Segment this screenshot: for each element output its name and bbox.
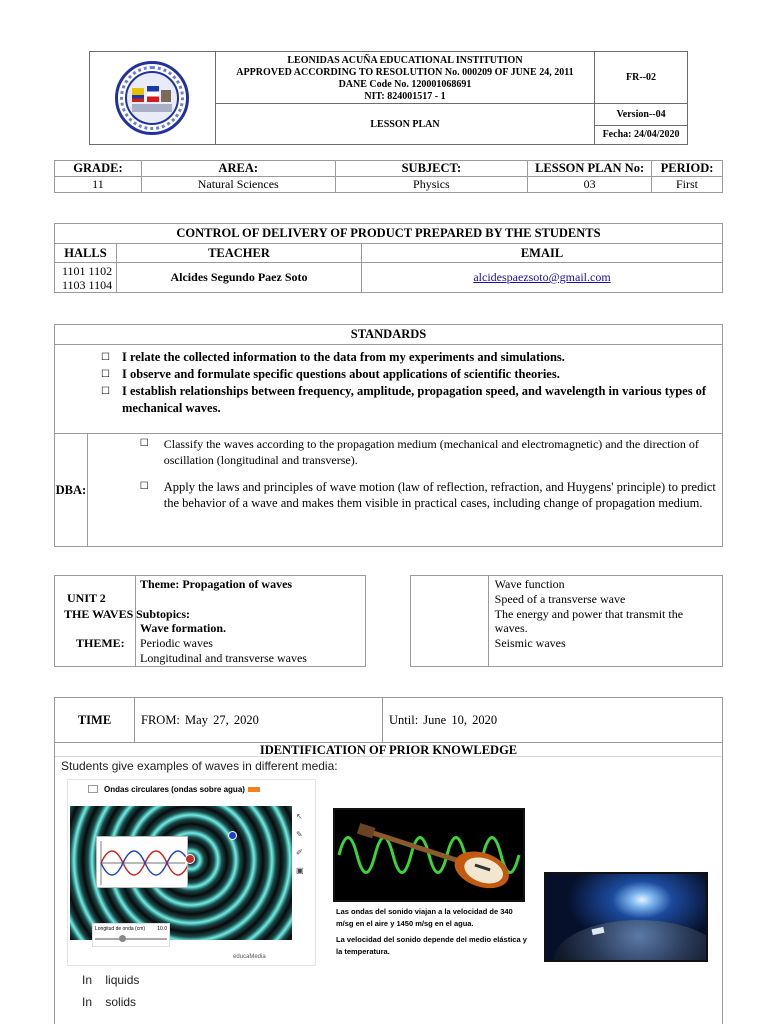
subtopics-box <box>410 575 723 667</box>
guitar-caption <box>336 906 528 958</box>
control-table <box>54 223 723 293</box>
period-header: PERIOD: <box>652 161 723 177</box>
dane-code: DANE Code No. 120001068691 <box>338 78 472 90</box>
simulation-toolbar <box>296 808 310 880</box>
control-title: CONTROL OF DELIVERY OF PRODUCT PREPARED BY THE STUDENTS <box>55 224 723 244</box>
checkbox-icon: ☐ <box>139 438 149 449</box>
standards-title: STANDARDS <box>55 325 722 345</box>
dba-list <box>88 434 722 546</box>
topic-item: Periodic waves <box>140 636 213 651</box>
lesson-plan-value: 03 <box>528 177 652 193</box>
media-item-solids: In solids <box>82 995 137 1009</box>
teacher-email-link[interactable]: alcidespaezsoto@gmail.com <box>473 270 611 284</box>
checkbox-icon: ☐ <box>101 352 110 363</box>
standards-list <box>55 345 722 434</box>
waves-label: THE WAVES <box>64 607 134 621</box>
earth-space-image <box>544 872 708 962</box>
topic-item: Seismic waves <box>494 636 566 651</box>
sound-wave-graphic <box>335 810 523 900</box>
pencil-icon[interactable]: ✎ <box>296 830 303 839</box>
checkbox-icon: ☐ <box>139 481 149 492</box>
resolution-text: APPROVED ACCORDING TO RESOLUTION No. 000209 OF JUNE 24, 2011 <box>236 66 574 78</box>
sound-medium-caption: La velocidad del sonido depende del medio elástica y la temperatura. <box>336 935 527 956</box>
dba-section <box>55 434 722 546</box>
unit-label: UNIT 2 <box>67 591 106 605</box>
grade-header: GRADE: <box>55 161 142 177</box>
wave-simulation-image <box>67 779 316 966</box>
time-until: Until: June 10, 2020 <box>389 712 498 727</box>
teacher-header: TEACHER <box>117 244 362 263</box>
slider-thumb[interactable] <box>119 935 126 942</box>
prior-knowledge-title: IDENTIFICATION OF PRIOR KNOWLEDGE <box>55 743 722 757</box>
time-row <box>54 697 723 743</box>
standard-item: ☐ I establish relationships between frequency, amplitude, propagation speed, and wavelength in various types of mechanical waves. <box>101 384 707 415</box>
source-point-icon <box>185 854 195 864</box>
topic-item: Wave function <box>494 577 565 591</box>
grade-value: 11 <box>55 177 142 193</box>
topic-item: Longitudinal and transverse waves <box>140 650 307 665</box>
theme-label: THEME: <box>76 636 125 650</box>
period-value: First <box>652 177 723 193</box>
camera-icon[interactable]: ▣ <box>296 866 304 875</box>
institution-logo <box>115 61 189 135</box>
nit-code: NIT: 824001517 - 1 <box>364 90 446 102</box>
doc-type: LESSON PLAN <box>215 104 594 145</box>
standard-item: ☐ I observe and formulate specific questions about applications of scientific theories. <box>101 367 560 381</box>
brand-footer: educaMedia <box>233 954 266 960</box>
subtopics-label: Subtopics: <box>136 606 191 621</box>
area-header: AREA: <box>141 161 335 177</box>
wavelength-slider[interactable]: Longitud de onda (cm) 10.0 <box>92 923 170 947</box>
lesson-plan-header: LESSON PLAN No: <box>528 161 652 177</box>
institution-name: LEONIDAS ACUÑA EDUCATIONAL INSTITUTION <box>287 54 523 66</box>
badge-icon <box>248 787 260 792</box>
media-item-liquids: In liquids <box>82 973 140 987</box>
form-code: FR--02 <box>595 52 688 104</box>
sound-speed-caption: Las ondas del sonido viajan a la velocidad de 340 m/sg en el aire y 1450 m/sg en el agua. <box>336 907 513 928</box>
prior-intro: Students give examples of waves in different media: <box>61 759 338 773</box>
doc-date: Fecha: 24/04/2020 <box>602 129 680 140</box>
sine-graph <box>97 837 187 887</box>
dba-label: DBA: <box>55 434 88 546</box>
theme-line: Theme: Propagation of waves <box>140 577 293 591</box>
checkbox-icon: ☐ <box>101 386 110 397</box>
eraser-icon[interactable]: ✐ <box>296 848 303 857</box>
logo-cell <box>90 52 216 145</box>
dba-item: ☐ Classify the waves according to the propagation medium (mechanical and electromagnetic) and the direction of oscillation (longitudinal and transverse). <box>139 437 699 467</box>
earth-surface <box>554 920 708 962</box>
halls-value: 1101 1102 1103 1104 <box>55 263 117 293</box>
topic-item: Speed of a transverse wave <box>494 591 626 606</box>
unit-box <box>54 575 366 667</box>
teacher-name: Alcides Segundo Paez Soto <box>117 263 362 293</box>
grade-table <box>54 160 723 193</box>
guitar-sound-wave-image <box>333 808 525 902</box>
version: Version--04 <box>595 104 687 126</box>
menu-icon <box>88 785 98 793</box>
checkbox-icon: ☐ <box>101 369 110 380</box>
wave-graph <box>96 836 188 888</box>
time-label: TIME <box>55 698 135 742</box>
subject-header: SUBJECT: <box>335 161 528 177</box>
document-header <box>89 51 688 145</box>
standard-item: ☐ I relate the collected information to the data from my experiments and simulations. <box>101 350 565 364</box>
halls-header: HALLS <box>55 244 117 263</box>
subject-value: Physics <box>335 177 528 193</box>
institution-info <box>215 52 594 104</box>
simulation-title: Ondas circulares (ondas sobre agua) <box>104 784 245 794</box>
circular-waves-canvas <box>70 806 292 940</box>
cursor-icon[interactable]: ↖ <box>296 812 303 821</box>
topic-item: The energy and power that transmit the waves. <box>494 606 684 636</box>
dba-item: ☐ Apply the laws and principles of wave motion (law of reflection, refraction, and Huygens' principle) to predict the behavior of a wave and makes them visible in practical cases, including change of propagation medium. <box>139 480 716 510</box>
wave-formation: Wave formation. <box>140 621 226 636</box>
standards-section <box>54 324 723 547</box>
email-header: EMAIL <box>362 244 723 263</box>
probe-point-icon <box>228 831 237 840</box>
area-value: Natural Sciences <box>141 177 335 193</box>
time-from: FROM: May 27, 2020 <box>135 698 383 742</box>
